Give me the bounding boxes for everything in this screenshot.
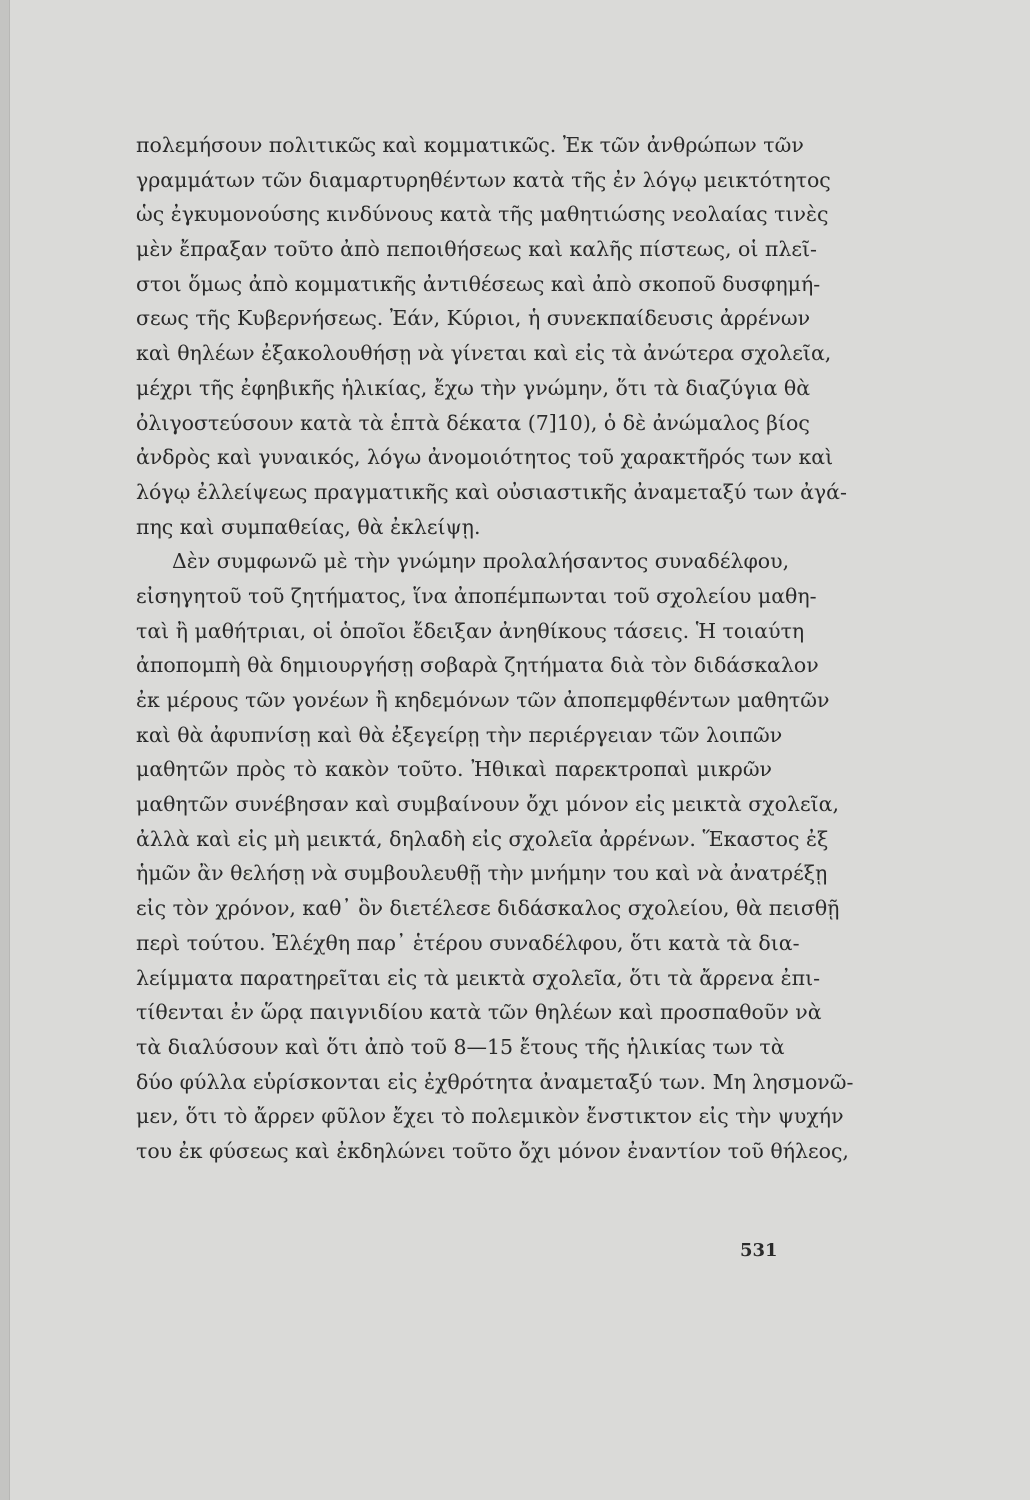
text-line: μὲν ἔπραξαν τοῦτο ἀπὸ πεποιθήσεως καὶ καλῆς πίστεως, οἱ πλεῖ-: [136, 237, 817, 262]
text-line: ἀνδρὸς καὶ γυναικός, λόγω ἀνομοιότητος τοῦ χαρακτῆρός των καὶ: [136, 445, 834, 470]
text-line: ἀλλὰ καὶ εἰς μὴ μεικτά, δηλαδὴ εἰς σχολεῖα ἀρρένων. Ἕκαστος ἐξ: [136, 826, 829, 851]
text-line: τίθενται ἐν ὥρᾳ παιγνιδίου κατὰ τῶν θηλέων καὶ προσπαθοῦν νὰ: [136, 1000, 822, 1025]
text-line: ἡμῶν ἂν θελήσῃ νὰ συμβουλευθῇ τὴν μνήμην του καὶ νὰ ἀνατρέξῃ: [136, 861, 828, 886]
text-line: Δὲν συμφωνῶ μὲ τὴν γνώμην προλαλήσαντος συναδέλφου,: [172, 549, 790, 574]
text-line: περὶ τούτου. Ἐλέχθη παρ᾽ ἑτέρου συναδέλφου, ὅτι κατὰ τὰ δια-: [136, 930, 800, 955]
text-line: μαθητῶν συνέβησαν καὶ συμβαίνουν ὄχι μόνον εἰς μεικτὰ σχολεῖα,: [136, 792, 839, 817]
text-line: στοι ὅμως ἀπὸ κομματικῆς ἀντιθέσεως καὶ ἀπὸ σκοποῦ δυσφημή-: [136, 271, 821, 296]
page-binding-edge: [0, 0, 10, 1500]
text-line: ὀλιγοστεύσουν κατὰ τὰ ἑπτὰ δέκατα (7]10), ὁ δὲ ἀνώμαλος βίος: [136, 410, 810, 435]
text-line: εἰσηγητοῦ τοῦ ζητήματος, ἵνα ἀποπέμπωνται τοῦ σχολείου μαθη-: [136, 583, 817, 608]
text-line: ἀποπομπὴ θὰ δημιουργήσῃ σοβαρὰ ζητήματα διὰ τὸν διδάσκαλον: [136, 653, 819, 678]
text-line: μεν, ὅτι τὸ ἄρρεν φῦλον ἔχει τὸ πολεμικὸν ἔνστικτον εἰς τὴν ψυχήν: [136, 1104, 844, 1129]
body-text: [136, 128, 854, 1169]
text-line: εἰς τὸν χρόνον, καθ᾽ ὃν διετέλεσε διδάσκαλος σχολείου, θὰ πεισθῇ: [136, 896, 840, 921]
text-line: λόγῳ ἐλλείψεως πραγματικῆς καὶ οὐσιαστικῆς ἀναμεταξύ των ἀγά-: [136, 479, 847, 504]
text-line: γραμμάτων τῶν διαμαρτυρηθέντων κατὰ τῆς ἐν λόγῳ μεικτότητος: [136, 167, 831, 192]
text-line: τὰ διαλύσουν καὶ ὅτι ἀπὸ τοῦ 8—15 ἔτους τῆς ἡλικίας των τὰ: [136, 1034, 785, 1059]
text-line: ἐκ μέρους τῶν γονέων ἢ κηδεμόνων τῶν ἀποπεμφθέντων μαθητῶν: [136, 688, 830, 712]
text-line: λείμματα παρατηρεῖται εἰς τὰ μεικτὰ σχολεῖα, ὅτι τὰ ἄρρενα ἐπι-: [136, 965, 821, 990]
text-line: καὶ θὰ ἀφυπνίσῃ καὶ θὰ ἐξεγείρῃ τὴν περιέργειαν τῶν λοιπῶν: [136, 722, 783, 747]
text-line: σεως τῆς Κυβερνήσεως. Ἐάν, Κύριοι, ἡ συνεκπαίδευσις ἀρρένων: [136, 306, 811, 331]
text-line: ταὶ ἢ μαθήτριαι, οἱ ὁποῖοι ἔδειξαν ἀνηθίκους τάσεις. Ἡ τοιαύτη: [136, 618, 805, 643]
text-line: πης καὶ συμπαθείας, θὰ ἐκλείψῃ.: [136, 514, 481, 539]
text-line: ὡς ἐγκυμονούσης κινδύνους κατὰ τῆς μαθητιώσης νεολαίας τινὲς: [136, 202, 829, 227]
text-line: καὶ θηλέων ἐξακολουθήσῃ νὰ γίνεται καὶ εἰς τὰ ἀνώτερα σχολεῖα,: [136, 341, 832, 366]
text-line: πολεμήσουν πολιτικῶς καὶ κομματικῶς. Ἐκ τῶν ἀνθρώπων τῶν: [136, 133, 804, 157]
text-line: του ἐκ φύσεως καὶ ἐκδηλώνει τοῦτο ὄχι μόνον ἐναντίον τοῦ θήλεος,: [136, 1138, 849, 1163]
text-line: μέχρι τῆς ἐφηβικῆς ἡλικίας, ἔχω τὴν γνώμην, ὅτι τὰ διαζύγια θὰ: [136, 375, 811, 400]
page-number: 531: [740, 1240, 778, 1261]
text-line: μαθητῶν πρὸς τὸ κακὸν τοῦτο. Ἠθικαὶ παρεκτροπαὶ μικρῶν: [136, 757, 772, 782]
text-line: δύο φύλλα εὑρίσκονται εἰς ἐχθρότητα ἀναμεταξύ των. Μη λησμονῶ-: [136, 1069, 854, 1094]
